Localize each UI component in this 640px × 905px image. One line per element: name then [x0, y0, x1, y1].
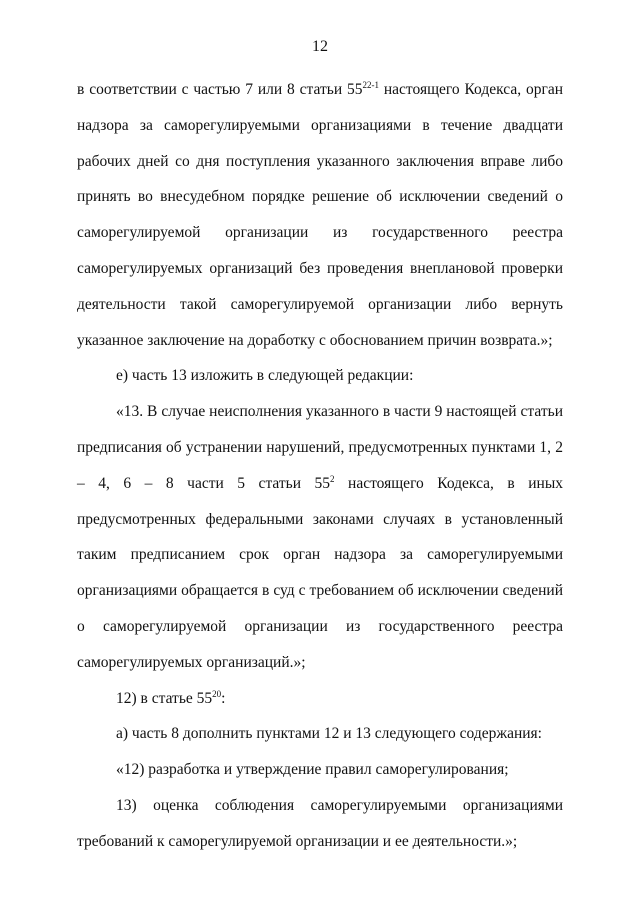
text-run: «12) разработка и утверждение правил саморегулирования; — [116, 761, 509, 779]
paragraph — [77, 72, 563, 358]
superscript: 20 — [212, 688, 222, 699]
page-number: 12 — [312, 38, 328, 55]
paragraph — [77, 752, 563, 788]
paragraph — [77, 681, 563, 717]
paragraph — [77, 716, 563, 752]
text-run: в соответствии с частью 7 или 8 статьи 55 — [77, 81, 363, 98]
superscript: 22-1 — [362, 80, 379, 90]
text-run: 12) в статье 55 — [116, 689, 213, 707]
paragraph — [77, 788, 563, 860]
text-run: «13. В случае неисполнения указанного в части 9 настоящей статьи предписания об устранении нарушений, предусмотренных пунктами 1, 2 – 4, 6 – 8 части 5 статьи 55 — [77, 403, 563, 492]
text-run: а) часть 8 дополнить пунктами 12 и 13 следующего содержания: — [116, 725, 542, 743]
superscript: 2 — [330, 473, 335, 484]
text-run: 13) оценка соблюдения саморегулируемыми организациями требований к саморегулируемой организации и ее деятельности.»; — [77, 796, 563, 850]
text-run: настоящего Кодекса, орган надзора за саморегулируемыми организациями в течение двадцати рабочих дней со дня поступления указанного заключения вправе либо принять во внесудебном порядке решение об исключении сведений о саморегулируемой организации из государственного реестра саморегулируемых организаций без проведения внеплановой проверки деятельности такой саморегулируемой организации либо вернуть указанное заключение на доработку с обоснованием причин возврата.»; — [77, 81, 563, 349]
text-run: настоящего Кодекса, в иных предусмотренных федеральными законами случаях в установленный таким предписанием срок орган надзора за саморегулируемыми организациями обращается в суд с требованием об исключении сведений о саморегулируемой организации из государственного реестра саморегулируемых организаций.»; — [77, 474, 563, 671]
paragraph — [77, 358, 563, 394]
text-run: е) часть 13 изложить в следующей редакции: — [116, 367, 414, 385]
text-run: : — [221, 689, 226, 707]
paragraph — [77, 394, 563, 680]
document-body — [77, 72, 563, 860]
